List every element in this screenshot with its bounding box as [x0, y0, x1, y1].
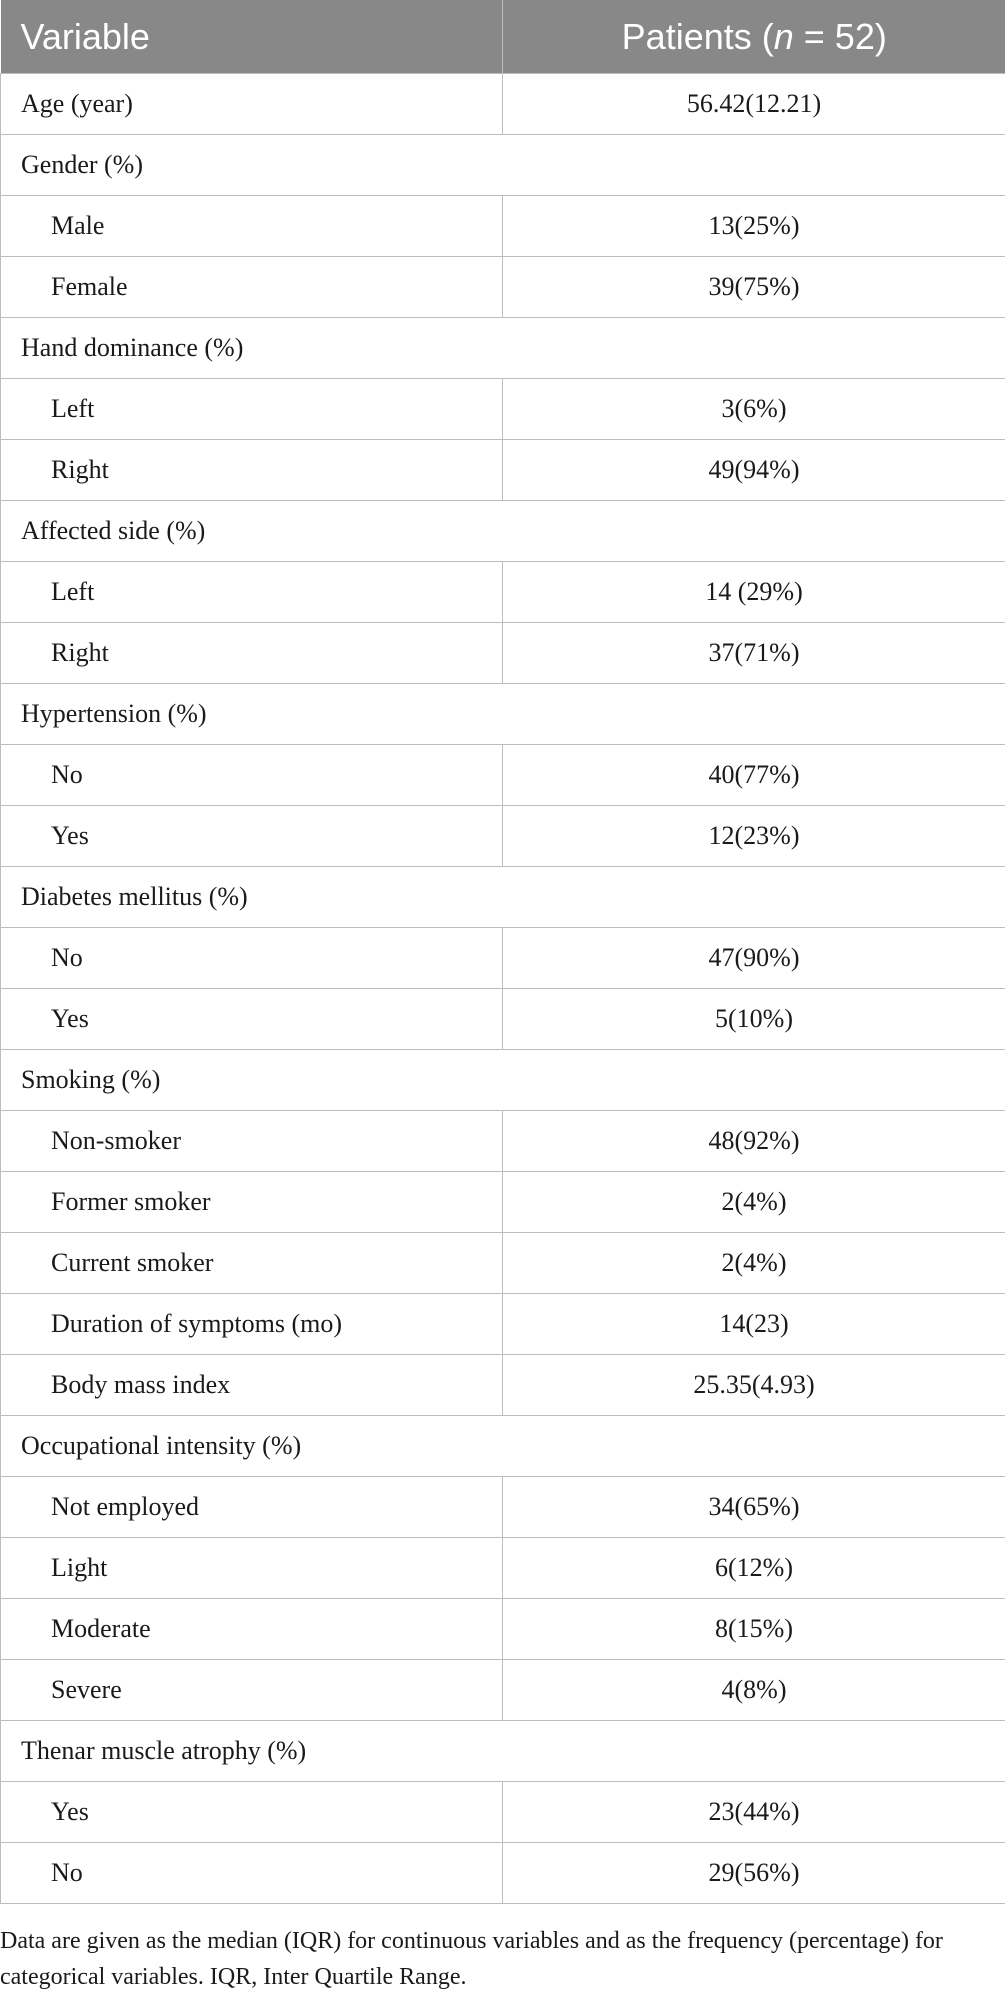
row-value: 48(92%) [503, 1111, 1005, 1172]
table-header [1, 0, 1005, 74]
row-value: 39(75%) [503, 257, 1005, 318]
header-patients-n: n [773, 15, 794, 57]
table-row [1, 74, 1005, 135]
table-row [1, 989, 1005, 1050]
group-label: Affected side (%) [1, 501, 1005, 562]
header-variable: Variable [1, 0, 503, 74]
table-row [1, 1843, 1005, 1904]
table-footnote: Data are given as the median (IQR) for continuous variables and as the frequency (percentage) for categorical variables. IQR, Inter Quartile Range. [0, 1928, 943, 1990]
row-value: 8(15%) [503, 1599, 1005, 1660]
row-value: 4(8%) [503, 1660, 1005, 1721]
table-group-row [1, 1721, 1005, 1782]
row-value: 2(4%) [503, 1233, 1005, 1294]
row-value: 34(65%) [503, 1477, 1005, 1538]
group-label: Hand dominance (%) [1, 318, 1005, 379]
table-row [1, 196, 1005, 257]
table-row [1, 1660, 1005, 1721]
row-value: 56.42(12.21) [503, 74, 1005, 135]
table-row [1, 440, 1005, 501]
header-patients-suffix: = 52) [793, 15, 887, 57]
row-value: 2(4%) [503, 1172, 1005, 1233]
row-label: Light [1, 1538, 503, 1599]
header-patients [503, 0, 1005, 74]
row-label: Non-smoker [1, 1111, 503, 1172]
table-row [1, 806, 1005, 867]
table-row [1, 928, 1005, 989]
table-group-row [1, 135, 1005, 196]
row-label: Male [1, 196, 503, 257]
row-label: Yes [1, 989, 503, 1050]
row-value: 6(12%) [503, 1538, 1005, 1599]
row-value: 13(25%) [503, 196, 1005, 257]
row-label: No [1, 928, 503, 989]
row-label: Moderate [1, 1599, 503, 1660]
table-body [1, 74, 1005, 1904]
row-value: 12(23%) [503, 806, 1005, 867]
row-label: Right [1, 623, 503, 684]
row-value: 14(23) [503, 1294, 1005, 1355]
group-label: Hypertension (%) [1, 684, 1005, 745]
table-row [1, 623, 1005, 684]
group-label: Smoking (%) [1, 1050, 1005, 1111]
row-label: Not employed [1, 1477, 503, 1538]
group-label: Gender (%) [1, 135, 1005, 196]
row-label: Body mass index [1, 1355, 503, 1416]
table-group-row [1, 501, 1005, 562]
row-value: 49(94%) [503, 440, 1005, 501]
row-value: 14 (29%) [503, 562, 1005, 623]
table-row [1, 745, 1005, 806]
row-label: Left [1, 379, 503, 440]
table-group-row [1, 1050, 1005, 1111]
header-row [1, 0, 1005, 74]
table-row [1, 379, 1005, 440]
row-value: 25.35(4.93) [503, 1355, 1005, 1416]
table-row [1, 1599, 1005, 1660]
table-row [1, 1233, 1005, 1294]
row-label: Former smoker [1, 1172, 503, 1233]
table-row [1, 1477, 1005, 1538]
table-row [1, 257, 1005, 318]
table-row [1, 1172, 1005, 1233]
table-row [1, 1782, 1005, 1843]
table-row [1, 1111, 1005, 1172]
row-value: 3(6%) [503, 379, 1005, 440]
row-value: 47(90%) [503, 928, 1005, 989]
table-row [1, 1538, 1005, 1599]
row-label: Age (year) [1, 74, 503, 135]
row-label: Female [1, 257, 503, 318]
table-group-row [1, 684, 1005, 745]
row-value: 23(44%) [503, 1782, 1005, 1843]
row-label: Severe [1, 1660, 503, 1721]
row-value: 5(10%) [503, 989, 1005, 1050]
table-group-row [1, 1416, 1005, 1477]
row-value: 29(56%) [503, 1843, 1005, 1904]
table-row [1, 1294, 1005, 1355]
group-label: Occupational intensity (%) [1, 1416, 1005, 1477]
table-row [1, 1355, 1005, 1416]
group-label: Diabetes mellitus (%) [1, 867, 1005, 928]
group-label: Thenar muscle atrophy (%) [1, 1721, 1005, 1782]
row-label: Left [1, 562, 503, 623]
header-patients-prefix: Patients ( [621, 15, 774, 57]
table-row [1, 562, 1005, 623]
row-label: No [1, 745, 503, 806]
row-label: No [1, 1843, 503, 1904]
row-label: Yes [1, 806, 503, 867]
table-group-row [1, 318, 1005, 379]
table-group-row [1, 867, 1005, 928]
row-value: 40(77%) [503, 745, 1005, 806]
row-label: Duration of symptoms (mo) [1, 1294, 503, 1355]
row-label: Right [1, 440, 503, 501]
row-label: Current smoker [1, 1233, 503, 1294]
row-label: Yes [1, 1782, 503, 1843]
row-value: 37(71%) [503, 623, 1005, 684]
